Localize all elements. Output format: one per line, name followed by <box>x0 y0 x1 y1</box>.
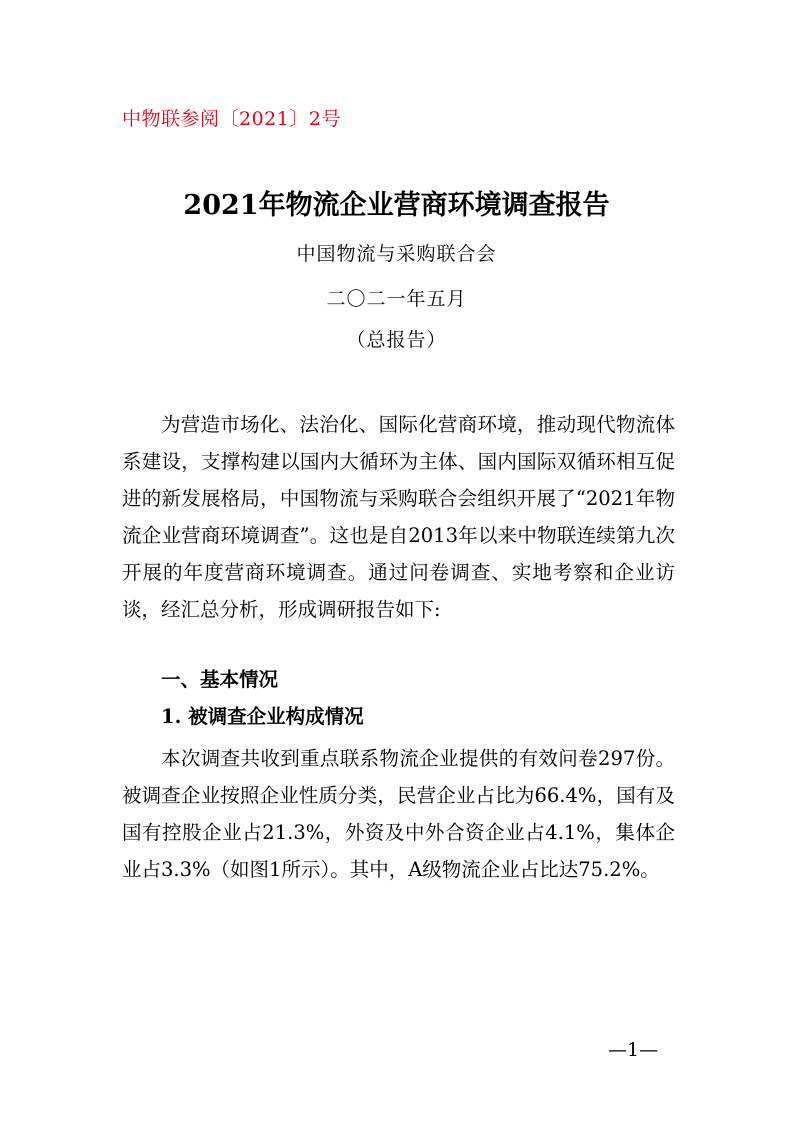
company-composition-paragraph: 本次调查共收到重点联系物流企业提供的有效问卷297份。被调查企业按照企业性质分类，民营企业占比为66.4%，国有及国有控股企业占21.3%，外资及中外合资企业占4.1%，集体企业占3.3%（如图1所示）。其中，A级物流企业占比达75.2%。 <box>122 747 675 881</box>
issuing-organization: 中国物流与采购联合会 <box>296 243 497 265</box>
report-title: 2021年物流企业营商环境调查报告 <box>183 190 610 221</box>
subsection-heading-company-composition: 1. 被调查企业构成情况 <box>161 705 364 728</box>
section-heading-basic-situation: 一、基本情况 <box>161 668 279 691</box>
document-number: 中物联参阅〔2021〕2号 <box>122 108 341 130</box>
report-date: 二〇二一年五月 <box>326 288 467 310</box>
page-number: —1— <box>608 1039 659 1061</box>
report-type: （总报告） <box>346 329 447 351</box>
intro-paragraph: 为营造市场化、法治化、国际化营商环境，推动现代物流体系建设，支撑构建以国内大循环为主体、国内国际双循环相互促进的新发展格局，中国物流与采购联合会组织开展了“2021年物流企业营商环境调查”。这也是自2013年以来中物联连续第九次开展的年度营商环境调查。通过问卷调查、实地考察和企业访谈，经汇总分析，形成调研报告如下: <box>122 413 675 621</box>
